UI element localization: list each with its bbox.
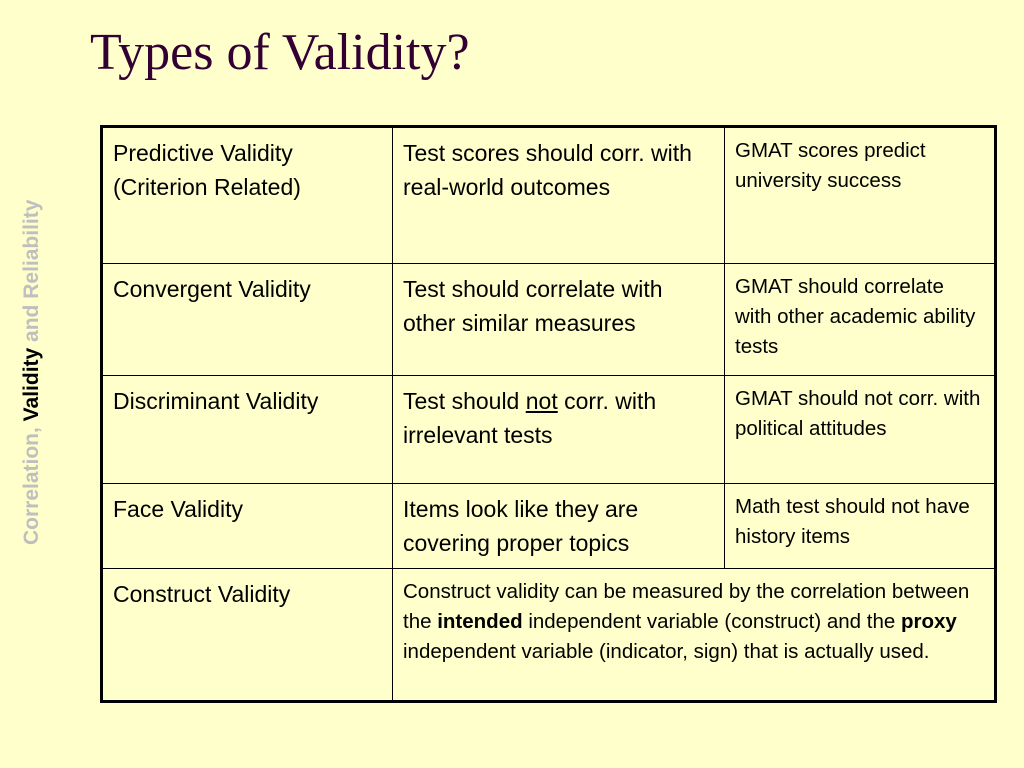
validity-type: Predictive Validity (Criterion Related) — [102, 127, 393, 264]
explanation-text: independent variable (indicator, sign) that is actually used. — [403, 640, 930, 663]
validity-type: Discriminant Validity — [102, 376, 393, 484]
explanation-text: Construct validity can be measured by the correlation between the — [403, 580, 970, 633]
validity-type: Construct Validity — [102, 569, 393, 702]
side-label-highlight: Validity — [20, 347, 43, 422]
validity-table — [100, 125, 997, 703]
side-label-part1: Correlation, — [20, 421, 43, 545]
explanation-bold-term: proxy — [900, 610, 957, 633]
description-text: Test should — [403, 388, 526, 414]
construct-validity-explanation — [393, 569, 996, 702]
validity-description: Items look like they are covering proper topics — [393, 484, 725, 569]
side-label-part2: and Reliability — [20, 199, 43, 348]
slide-title: Types of Validity? — [90, 24, 470, 81]
validity-example: GMAT should not corr. with political attitudes — [725, 376, 996, 484]
explanation-text: independent variable (construct) and the — [522, 610, 901, 633]
table-row — [102, 376, 996, 484]
description-text: corr. with irrelevant tests — [403, 388, 657, 448]
validity-description: Test should correlate with other similar measures — [393, 264, 725, 376]
table-row — [102, 484, 996, 569]
table-row — [102, 264, 996, 376]
validity-example: GMAT scores predict university success — [725, 127, 996, 264]
explanation-bold-term: intended — [437, 610, 523, 633]
validity-type: Face Validity — [102, 484, 393, 569]
validity-description: Test scores should corr. with real-world outcomes — [393, 127, 725, 264]
validity-description — [393, 376, 725, 484]
validity-example: GMAT should correlate with other academic ability tests — [725, 264, 996, 376]
validity-example: Math test should not have history items — [725, 484, 996, 569]
table-row — [102, 569, 996, 702]
table-row — [102, 127, 996, 264]
side-label — [20, 200, 44, 545]
validity-type: Convergent Validity — [102, 264, 393, 376]
description-emphasis: not — [525, 388, 558, 414]
